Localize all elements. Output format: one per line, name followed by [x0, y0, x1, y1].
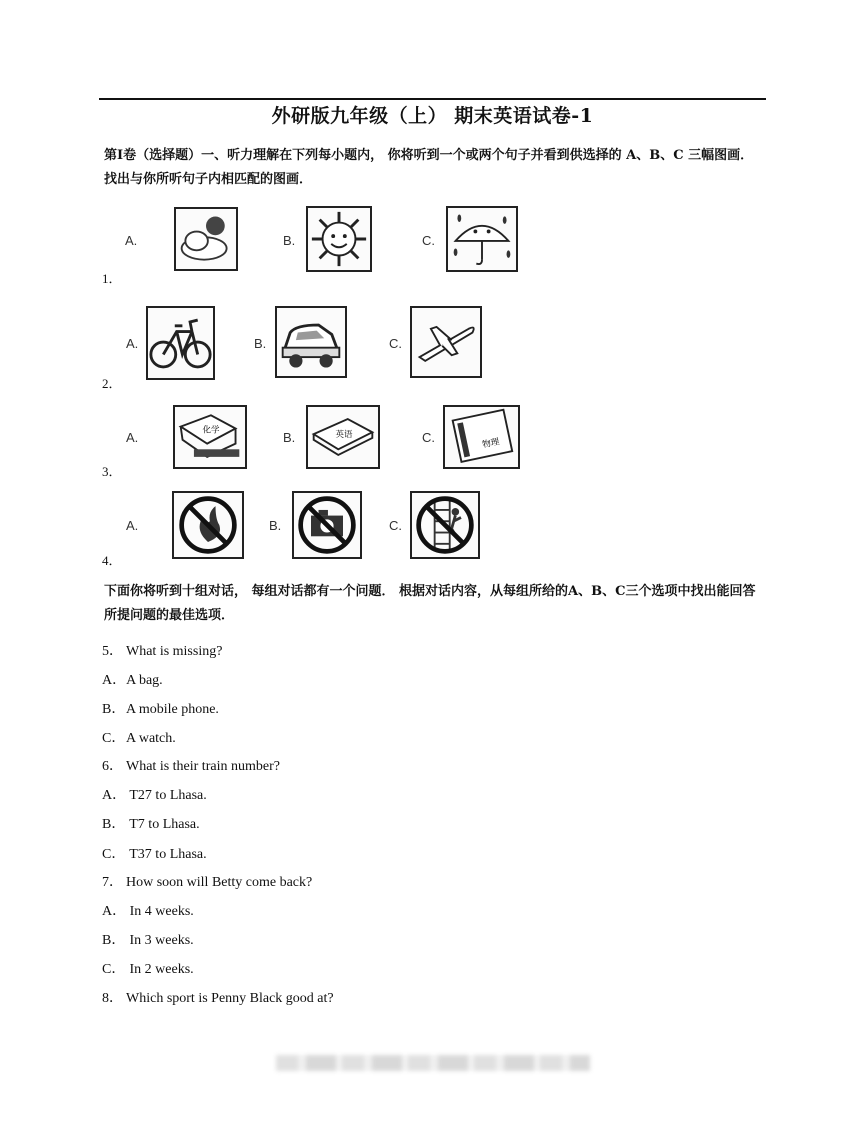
- question-number: 2．: [102, 376, 122, 391]
- option-label: B.: [254, 336, 267, 351]
- cloud-sun-icon[interactable]: [174, 207, 238, 271]
- option-label: A.: [126, 430, 139, 445]
- airplane-icon[interactable]: [410, 306, 482, 378]
- option-label: C.: [389, 336, 402, 351]
- list-item[interactable]: A． T27 to Lhasa.: [102, 788, 207, 803]
- physics-book-icon[interactable]: [443, 405, 520, 469]
- section1-instructions: 第Ⅰ卷（选择题）一、听力理解在下列每小题内， 你将听到一个或两个句子并看到供选择的 A、B、C 三幅图画．找出与你所听句子内相匹配的图画．: [104, 148, 754, 187]
- option-label: B.: [283, 233, 296, 248]
- list-item[interactable]: B． T7 to Lhasa.: [102, 817, 200, 832]
- no-camera-icon[interactable]: [292, 491, 362, 559]
- option-label: A.: [126, 336, 139, 351]
- list-item[interactable]: B．A mobile phone.: [102, 702, 219, 717]
- list-item[interactable]: C． T37 to Lhasa.: [102, 847, 207, 862]
- option-label: B.: [269, 518, 282, 533]
- list-item: 5． What is missing?: [102, 644, 223, 659]
- list-item: 8． Which sport is Penny Black good at?: [102, 991, 334, 1006]
- question-number: 1．: [102, 271, 122, 286]
- rain-umbrella-icon[interactable]: [446, 206, 518, 272]
- option-label: B.: [283, 430, 296, 445]
- option-label: A.: [126, 518, 139, 533]
- option-label: A.: [125, 233, 138, 248]
- option-label: C.: [389, 518, 402, 533]
- chemistry-book-icon[interactable]: [173, 405, 247, 469]
- english-book-icon[interactable]: [306, 405, 380, 469]
- bicycle-icon[interactable]: [146, 306, 215, 380]
- no-climbing-icon[interactable]: [410, 491, 480, 559]
- list-item: 6． What is their train number?: [102, 759, 280, 774]
- list-item[interactable]: A． In 4 weeks.: [102, 904, 194, 919]
- book-title: 化学: [202, 425, 220, 436]
- list-item[interactable]: C．A watch.: [102, 731, 176, 746]
- list-item[interactable]: C． In 2 weeks.: [102, 962, 194, 977]
- list-item[interactable]: A．A bag.: [102, 673, 163, 688]
- option-label: C.: [422, 430, 435, 445]
- question-number: 3．: [102, 464, 122, 479]
- book-title: 英语: [335, 430, 353, 440]
- blurred-footer: [276, 1055, 590, 1071]
- book-title: 物理: [481, 437, 501, 451]
- sun-icon[interactable]: [306, 206, 372, 272]
- header-rule: [99, 98, 766, 100]
- section2-instructions: 下面你将听到十组对话， 每组对话都有一个问题． 根据对话内容，从每组所给的A、B、C三个选项中找出能回答所提问题的最佳选项．: [104, 584, 756, 623]
- page-title: 外研版九年级（上） 期末英语试卷-1: [271, 105, 594, 127]
- list-item: 7． How soon will Betty come back?: [102, 875, 313, 890]
- question-number: 4．: [102, 553, 122, 568]
- car-icon[interactable]: [275, 306, 347, 378]
- option-label: C.: [422, 233, 435, 248]
- no-fire-icon[interactable]: [172, 491, 244, 559]
- list-item[interactable]: B． In 3 weeks.: [102, 933, 194, 948]
